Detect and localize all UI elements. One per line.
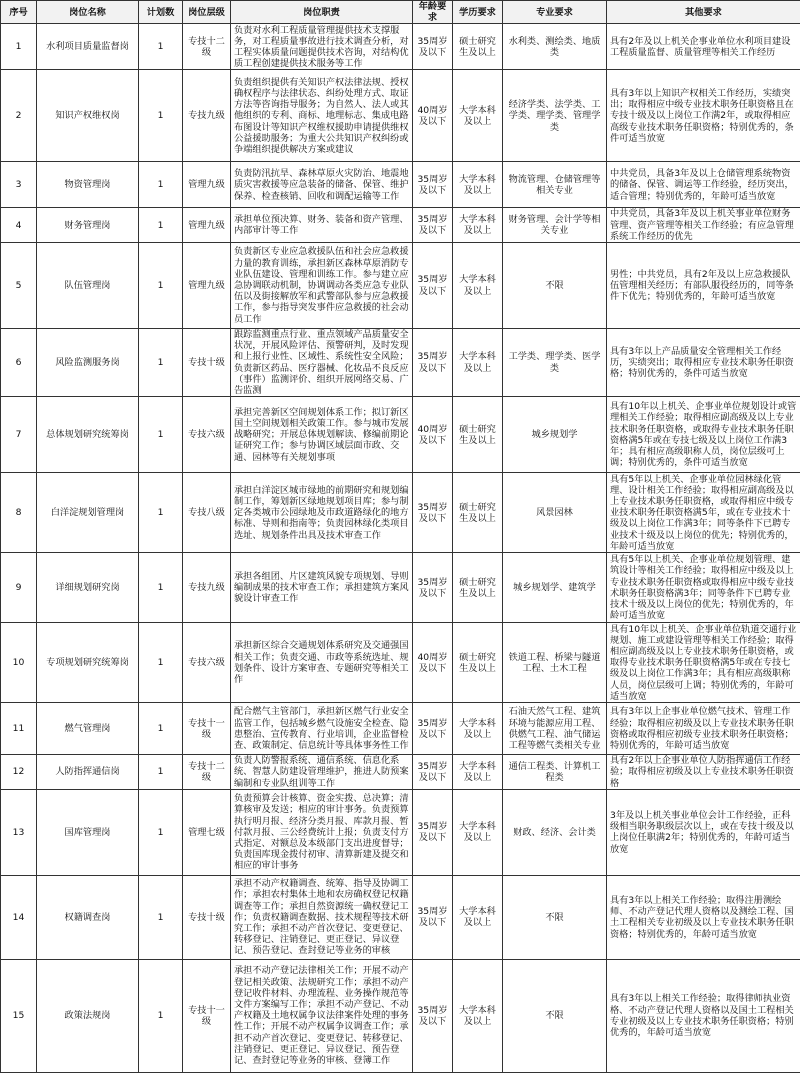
cell-education: 硕士研究生及以上 <box>453 553 503 623</box>
cell-post-level: 专技十级 <box>183 329 231 397</box>
col-header-plan: 计划数 <box>139 1 183 24</box>
cell-plan-count: 1 <box>139 623 183 703</box>
cell-duty: 承担不动产权籍调查、统筹、指导及协调工作；承担农村集体土地和农房确权登记权籍调查等工作；承担自然资源统一确权登记工作；负责权籍调查数据、技术规程等技术研究工作；承担不动产首次登记、变更登记、转移登记、注销登记、更正登记、异议登记、预告登记、查封登记等业务的审核 <box>231 875 413 959</box>
cell-no: 8 <box>1 473 37 553</box>
table-row <box>1 959 800 1072</box>
cell-education: 硕士研究生及以上 <box>453 397 503 473</box>
cell-education: 大学本科及以上 <box>453 70 503 162</box>
cell-no: 6 <box>1 329 37 397</box>
table-row <box>1 875 800 959</box>
cell-major: 经济学类、法学类、工学类、理学类、管理学类 <box>503 70 607 162</box>
col-header-duty: 岗位职责 <box>231 1 413 24</box>
table-row <box>1 329 800 397</box>
cell-major: 不限 <box>503 875 607 959</box>
cell-plan-count: 1 <box>139 959 183 1072</box>
cell-post-name: 白洋淀规划管理岗 <box>37 473 139 553</box>
cell-duty: 负责人防警报系统、通信系统、信息化系统、智慧人防建设管理维护，推进人防预案编制和专业队组训等工作 <box>231 755 413 790</box>
cell-post-name: 燃气管理岗 <box>37 703 139 755</box>
cell-age: 35周岁及以下 <box>413 959 453 1072</box>
cell-post-level: 专技十一级 <box>183 959 231 1072</box>
cell-no: 9 <box>1 553 37 623</box>
cell-post-level: 专技八级 <box>183 473 231 553</box>
cell-plan-count: 1 <box>139 397 183 473</box>
cell-no: 11 <box>1 703 37 755</box>
cell-no: 1 <box>1 24 37 70</box>
col-header-name: 岗位名称 <box>37 1 139 24</box>
cell-no: 10 <box>1 623 37 703</box>
cell-age: 35周岁及以下 <box>413 875 453 959</box>
table-row <box>1 755 800 790</box>
cell-education: 大学本科及以上 <box>453 329 503 397</box>
cell-post-level: 专技九级 <box>183 70 231 162</box>
cell-post-level: 管理九级 <box>183 243 231 329</box>
cell-age: 35周岁及以下 <box>413 755 453 790</box>
cell-major: 不限 <box>503 959 607 1072</box>
cell-education: 大学本科及以上 <box>453 755 503 790</box>
cell-no: 15 <box>1 959 37 1072</box>
table-row <box>1 243 800 329</box>
cell-major: 水利类、测绘类、地质类 <box>503 24 607 70</box>
cell-no: 5 <box>1 243 37 329</box>
cell-no: 2 <box>1 70 37 162</box>
cell-duty: 承担不动产登记法律相关工作；开展不动产登记相关政策、法规研究工作；承担不动产登记收件材料、办理流程、业务操作规范等文件方案编写工作；承担不动产登记、不动产权籍及土地权属争议法律案件处理的事务性工作；开展不动产权属争议调查工作；承担不动产首次登记、变更登记、转移登记、注销登记、更正登记、异议登记、预告登记、查封登记等业务的审核、登簿工作 <box>231 959 413 1072</box>
cell-no: 12 <box>1 755 37 790</box>
table-row <box>1 208 800 243</box>
cell-plan-count: 1 <box>139 703 183 755</box>
cell-major: 铁道工程、桥梁与隧道工程、土木工程 <box>503 623 607 703</box>
cell-education: 硕士研究生及以上 <box>453 623 503 703</box>
table-row <box>1 24 800 70</box>
cell-post-name: 政策法规岗 <box>37 959 139 1072</box>
cell-education: 大学本科及以上 <box>453 959 503 1072</box>
cell-other-requirements: 具有5年以上机关、企事业单位规划管理、建筑设计等相关工作经验；取得相应中级及以上专业技术职务任职资格或取得相应中级专业技术职务任职资格满3年；同等条件下已聘专业技术十级及以上岗位的优先；特别优秀的，年龄可适当放宽 <box>607 553 800 623</box>
cell-education: 大学本科及以上 <box>453 875 503 959</box>
cell-plan-count: 1 <box>139 70 183 162</box>
cell-education: 硕士研究生及以上 <box>453 24 503 70</box>
col-header-no: 序号 <box>1 1 37 24</box>
cell-plan-count: 1 <box>139 162 183 208</box>
cell-other-requirements: 具有10年以上机关、企事业单位轨道交通行业规划、施工或建设管理等相关工作经验；取得相应副高级及以上专业技术职务任职资格，或取得专业技术职务任职资格满5年或在专技七级及以上岗位工作满3年；具有相应高级职称人员，岗位层级可上调；特别优秀的，年龄可适当放宽 <box>607 623 800 703</box>
cell-plan-count: 1 <box>139 789 183 875</box>
cell-age: 40周岁及以下 <box>413 623 453 703</box>
table-row <box>1 473 800 553</box>
cell-other-requirements: 中共党员，具备3年及以上仓储管理系统物资的储备、保管、调运等工作经验，经历突出，适合管理；特别优秀的，年龄可适当放宽 <box>607 162 800 208</box>
cell-other-requirements: 中共党员，具备3年及以上机关事业单位财务管理、资产管理等相关工作经验；有应急管理系统工作经历的优先 <box>607 208 800 243</box>
cell-other-requirements: 具有3年以上知识产权相关工作经历，实绩突出；取得相应中级专业技术职务任职资格且在专技十级及以上岗位工作满2年，或取得相应高级专业技术职务任职资格；特别优秀的，条件可适当放宽 <box>607 70 800 162</box>
cell-post-name: 详细规划研究岗 <box>37 553 139 623</box>
cell-major: 工学类、理学类、医学类 <box>503 329 607 397</box>
table-row <box>1 553 800 623</box>
cell-other-requirements: 具有3年以上相关工作经验；取得律师执业资格、不动产登记代理人资格以及国土工程相关专业初级及以上专业技术职务任职资格；特别优秀的，年龄可适当放宽 <box>607 959 800 1072</box>
cell-no: 13 <box>1 789 37 875</box>
cell-major: 城乡规划学、建筑学 <box>503 553 607 623</box>
cell-age: 35周岁及以下 <box>413 243 453 329</box>
col-header-level: 岗位层级 <box>183 1 231 24</box>
cell-post-level: 管理九级 <box>183 208 231 243</box>
cell-duty: 承担新区综合交通规划体系研究及交通强国相关工作；负责交通、市政等系统选址、规划条件、设计方案审查、专题研究等相关工作 <box>231 623 413 703</box>
cell-other-requirements: 具有2年以上企事业单位人防指挥通信工作经验；取得相应初级及以上专业技术职务任职资格 <box>607 755 800 790</box>
cell-major: 不限 <box>503 243 607 329</box>
cell-post-level: 专技六级 <box>183 623 231 703</box>
cell-no: 7 <box>1 397 37 473</box>
cell-post-level: 专技六级 <box>183 397 231 473</box>
cell-post-level: 专技十二级 <box>183 755 231 790</box>
cell-no: 14 <box>1 875 37 959</box>
table-row <box>1 162 800 208</box>
cell-post-level: 管理七级 <box>183 789 231 875</box>
cell-age: 35周岁及以下 <box>413 553 453 623</box>
cell-major: 城乡规划学 <box>503 397 607 473</box>
cell-duty: 负责组织提供有关知识产权法律法规、授权确权程序与法律状态、纠纷处理方式、取证方法等咨询指导服务；为自然人、法人或其他组织的专利、商标、地理标志、集成电路布图设计等知识产权维权援助申请提供维权公益援助服务；为重大公共知识产权纠纷或争端组织提供解决方案或建议 <box>231 70 413 162</box>
cell-post-level: 专技九级 <box>183 553 231 623</box>
cell-age: 35周岁及以下 <box>413 789 453 875</box>
cell-education: 大学本科及以上 <box>453 162 503 208</box>
cell-duty: 负责对水利工程质量管理提供技术支撑服务，对工程质量事故进行技术调查分析，对工程实体质量问题提供技术咨询，对结构优质工程创建提供技术服务等工作 <box>231 24 413 70</box>
cell-plan-count: 1 <box>139 329 183 397</box>
cell-post-name: 人防指挥通信岗 <box>37 755 139 790</box>
cell-other-requirements: 具有3年以上相关工作经验；取得注册测绘师、不动产登记代理人资格以及测绘工程、国土工程相关专业初级及以上专业技术职务任职资格；特别优秀的，年龄可适当放宽 <box>607 875 800 959</box>
cell-plan-count: 1 <box>139 755 183 790</box>
col-header-age: 年龄要求 <box>413 1 453 24</box>
cell-age: 35周岁及以下 <box>413 473 453 553</box>
cell-post-name: 专项规划研究统筹岗 <box>37 623 139 703</box>
cell-plan-count: 1 <box>139 243 183 329</box>
cell-post-name: 国库管理岗 <box>37 789 139 875</box>
cell-major: 通信工程类、计算机工程类 <box>503 755 607 790</box>
cell-age: 35周岁及以下 <box>413 208 453 243</box>
cell-other-requirements: 男性；中共党员，具有2年及以上应急救援队伍管理相关经历；有部队服役经历的，同等条件下优先；特别优秀的，年龄可适当放宽 <box>607 243 800 329</box>
cell-age: 40周岁及以下 <box>413 397 453 473</box>
cell-age: 35周岁及以下 <box>413 329 453 397</box>
cell-no: 3 <box>1 162 37 208</box>
cell-education: 硕士研究生及以上 <box>453 473 503 553</box>
cell-duty: 负责防汛抗旱、森林草原火灾防治、地震地质灾害救援等应急装备的储备、保管、维护保养、检查核销、回收和调配运输等工作 <box>231 162 413 208</box>
cell-post-name: 权籍调查岗 <box>37 875 139 959</box>
cell-other-requirements: 具有3年以上产品质量安全管理相关工作经历，实绩突出；取得相应专业技术职务任职资格；特别优秀的，条件可适当放宽 <box>607 329 800 397</box>
cell-other-requirements: 具有2年及以上机关企事业单位水利项目建设工程质量监督、质量管理等相关工作经历 <box>607 24 800 70</box>
cell-post-name: 队伍管理岗 <box>37 243 139 329</box>
cell-major: 石油天然气工程、建筑环境与能源应用工程、供燃气工程、油气储运工程等燃气类相关专业 <box>503 703 607 755</box>
cell-post-name: 物资管理岗 <box>37 162 139 208</box>
cell-age: 35周岁及以下 <box>413 24 453 70</box>
cell-post-name: 知识产权维权岗 <box>37 70 139 162</box>
cell-plan-count: 1 <box>139 553 183 623</box>
cell-major: 物流管理、仓储管理等相关专业 <box>503 162 607 208</box>
cell-education: 大学本科及以上 <box>453 703 503 755</box>
cell-education: 大学本科及以上 <box>453 789 503 875</box>
col-header-major: 专业要求 <box>503 1 607 24</box>
cell-education: 大学本科及以上 <box>453 208 503 243</box>
cell-plan-count: 1 <box>139 473 183 553</box>
cell-post-name: 总体规划研究统筹岗 <box>37 397 139 473</box>
cell-age: 35周岁及以下 <box>413 162 453 208</box>
cell-duty: 负责预算会计核算、资金实拨、总决算；清算核审及发送；相应的审计事务。负责预算执行明月报、经济分类月报、库款月报、暂付款月报、三公经费统计上报；负责支付方式指定、对额总及本级部门支出进度督导；负责国库现金拨付初审、清算新建及提交和相应的审计事务 <box>231 789 413 875</box>
cell-age: 40周岁及以下 <box>413 70 453 162</box>
cell-duty: 承担各组团、片区建筑风貌专项规划、导则编制成果的技术审查工作；承担建筑方案风貌设计审查工作 <box>231 553 413 623</box>
cell-major: 财务管理、会计学等相关专业 <box>503 208 607 243</box>
cell-other-requirements: 具有10年以上机关、企事业单位规划设计或管理相关工作经验；取得相应副高级及以上专业技术职务任职资格，或取得专业技术职务任职资格满5年或在专技七级及以上岗位工作满3年；具有相应高级职称人员，岗位层级可上调；特别优秀的，条件可适当放宽 <box>607 397 800 473</box>
cell-other-requirements: 3年及以上机关事业单位会计工作经验，正科级相当职务职级层次以上，或在专技十级及以上岗位任职满2年；特别优秀的，年龄可适当放宽 <box>607 789 800 875</box>
cell-post-level: 管理九级 <box>183 162 231 208</box>
cell-post-name: 风险监测服务岗 <box>37 329 139 397</box>
table-row <box>1 70 800 162</box>
cell-plan-count: 1 <box>139 875 183 959</box>
table-row <box>1 703 800 755</box>
cell-major: 风景园林 <box>503 473 607 553</box>
cell-post-name: 水利项目质量监督岗 <box>37 24 139 70</box>
cell-no: 4 <box>1 208 37 243</box>
cell-duty: 承担白洋淀区城市绿地的前期研究和规划编制工作，筹划新区绿地规划项目库；参与制定各类城市公园绿地及市政道路绿化的地方标准、导则和指南等；负责园林绿化类项目选址、规划条件出具及技术审查工作 <box>231 473 413 553</box>
cell-post-level: 专技十一级 <box>183 703 231 755</box>
cell-post-level: 专技十级 <box>183 875 231 959</box>
table-body <box>1 24 800 1072</box>
col-header-other: 其他要求 <box>607 1 800 24</box>
cell-plan-count: 1 <box>139 208 183 243</box>
table-header-row <box>1 1 800 24</box>
cell-plan-count: 1 <box>139 24 183 70</box>
cell-age: 35周岁及以下 <box>413 703 453 755</box>
cell-major: 财政、经济、会计类 <box>503 789 607 875</box>
cell-post-name: 财务管理岗 <box>37 208 139 243</box>
cell-other-requirements: 具有3年以上企事业单位燃气技术、管理工作经验；取得相应初级及以上专业技术职务任职资格或取得相应初级专业技术职务任职资格；特别优秀的，年龄可适当放宽 <box>607 703 800 755</box>
cell-duty: 负责新区专业应急救援队伍和社会应急救援力量的教育训练，承担新区森林草原消防专业队伍建设、管理和训练工作。参与建立应急协调联动机制，协调调动各类应急专业队伍以及街接解放军和武警部队参与应急救援工作，参与指导突发事件应急救援的社会动员工作 <box>231 243 413 329</box>
cell-post-level: 专技十二级 <box>183 24 231 70</box>
cell-education: 大学本科及以上 <box>453 243 503 329</box>
cell-duty: 承担完善新区空间规划体系工作；拟订新区国土空间规划相关政策工作。参与城市发展战略研究；开展总体规划解读、修编前期论证研究工作；参与协调区域层面市政、交通、园林等有关规划事项 <box>231 397 413 473</box>
cell-other-requirements: 具有5年以上机关、企事业单位园林绿化管理、设计相关工作经验；取得相应副高级及以上专业技术职务任职资格，或取得相应中级专业技术职务任职资格满5年，或在专业技术十级及以上岗位工作满3年；同等条件下已聘专业技术十级及以上岗位的优先；特别优秀的，年龄可适当放宽 <box>607 473 800 553</box>
table-row <box>1 789 800 875</box>
table-row <box>1 623 800 703</box>
cell-duty: 跟踪监测重点行业、重点领域产品质量安全状况，开展风险评估、预警研判，及时发现和上报行业性、区域性、系统性安全风险；负责新区药品、医疗器械、化妆品不良反应（事件）监测评价、组织开展网络交易、广告监测 <box>231 329 413 397</box>
cell-duty: 配合燃气主管部门，承担新区燃气行业安全监管工作，包括城乡燃气设施安全检查、隐患整治、宣传教育、行业培训，企业监督检查、政策制定、信息统计等具体事务性工作 <box>231 703 413 755</box>
table-row <box>1 397 800 473</box>
cell-duty: 承担单位预决算、财务、装备和资产管理、内部审计等工作 <box>231 208 413 243</box>
col-header-edu: 学历要求 <box>453 1 503 24</box>
